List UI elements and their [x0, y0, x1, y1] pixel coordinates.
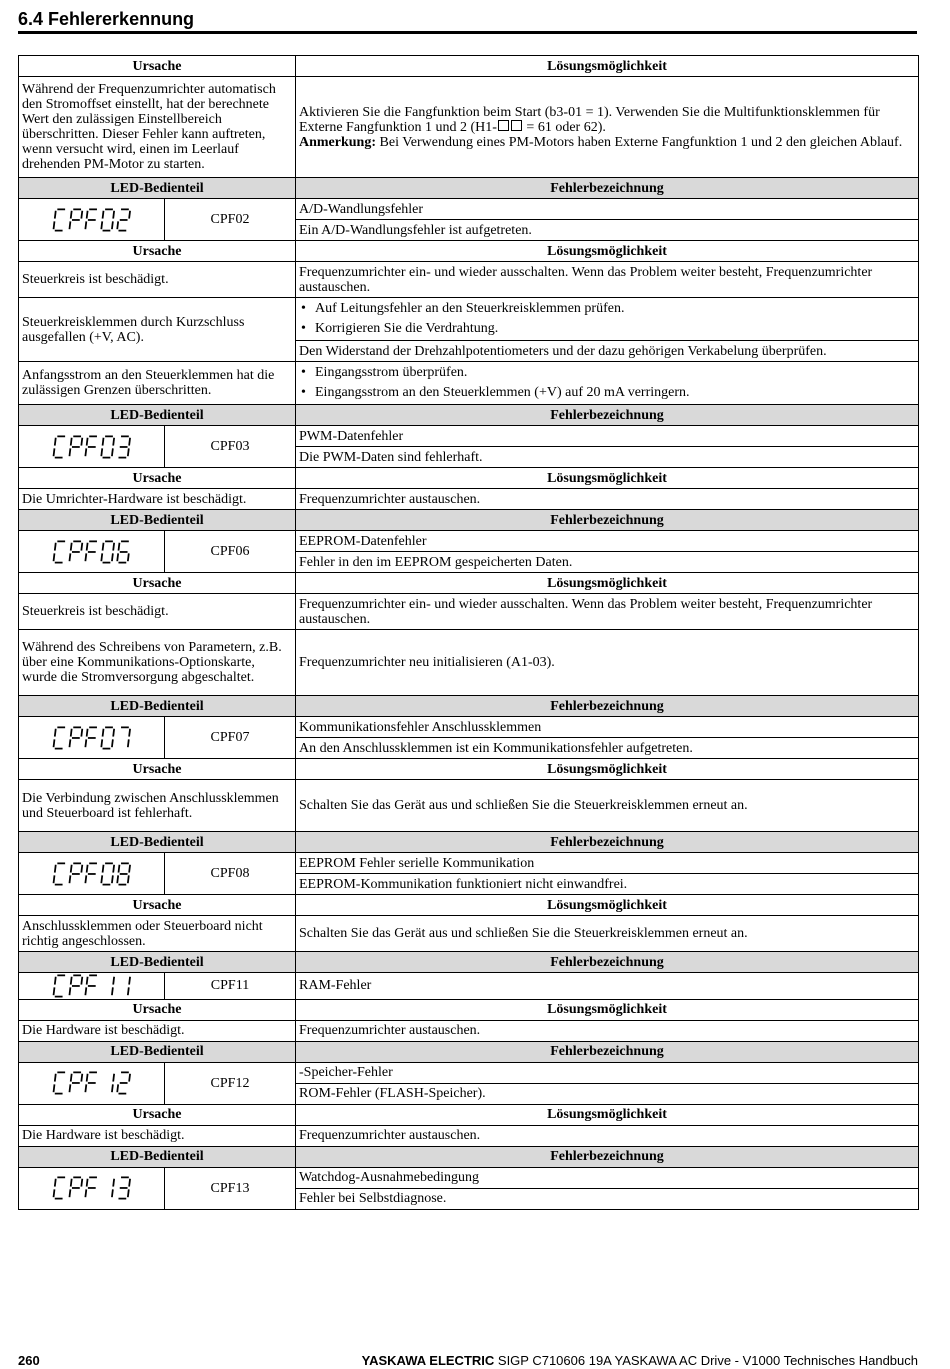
cause-header: Ursache [19, 1104, 296, 1125]
led-segment [81, 864, 82, 872]
led-segment [85, 739, 86, 747]
cause-cell: Die Hardware ist beschädigt. [19, 1020, 296, 1041]
cause-cell: Anschlussklemmen oder Steuerboard nicht richtig angeschlossen. [19, 916, 296, 952]
led-segment [101, 553, 102, 561]
page-footer [362, 1354, 918, 1368]
remedy-bullet: • Eingangsstrom überprüfen. [299, 363, 915, 383]
cause-header: Ursache [19, 573, 296, 594]
led-segment [69, 987, 70, 995]
led-segment [53, 739, 54, 747]
led-segment [113, 977, 114, 985]
led-segment [113, 728, 114, 736]
cause-cell: Die Verbindung zwischen Anschlussklemmen und Steuerboard ist fehlerhaft. [19, 780, 296, 832]
fault-name-row [19, 426, 919, 447]
fault-name: A/D-Wandlungsfehler [296, 199, 919, 220]
led-display-cell [19, 973, 165, 1000]
remedy-cell: Aktivieren Sie die Fangfunktion beim Start (b3-01 = 1). Verwenden Sie die Multifunktionsklemmen für Externe Fangfunktion 1 und 2 (H1- = 61 oder 62). Anmerkung: Bei Verwendung eines PM-Motors haben Externe Fangfunktion 1 und 2 den gleichen Ablauf. [296, 77, 919, 178]
led-segment [55, 210, 56, 218]
cause-cell: Die Hardware ist beschädigt. [19, 1125, 296, 1146]
fault-name-row [19, 1062, 919, 1083]
fault-description: Fehler bei Selbstdiagnose. [296, 1188, 919, 1209]
led-segment [85, 1085, 86, 1093]
led-segment [129, 1179, 130, 1187]
led-segment [117, 1085, 118, 1093]
led-segment [86, 977, 87, 985]
remedy-cell: Frequenzumrichter austauschen. [296, 1020, 919, 1041]
led-segment [129, 864, 130, 872]
fault-code: CPF13 [165, 1167, 296, 1209]
led-segment [128, 739, 129, 747]
led-segment [85, 448, 86, 456]
cause-header: Ursache [19, 241, 296, 262]
remedy-header: Lösungsmöglichkeit [296, 241, 919, 262]
led-segment [71, 542, 72, 550]
led-segment [85, 987, 86, 995]
led-segment [86, 210, 87, 218]
fault-description: Ein A/D-Wandlungsfehler ist aufgetreten. [296, 220, 919, 241]
fault-name-header: Fehlerbezeichnung [296, 952, 919, 973]
led-segment [112, 1085, 113, 1093]
cause-row [19, 1125, 919, 1146]
led-display-cpf06 [51, 539, 132, 565]
led-header-row [19, 1146, 919, 1167]
led-display-cpf03 [51, 434, 132, 460]
fault-name: Kommunikationsfehler Anschlussklemmen [296, 717, 919, 738]
led-segment [113, 542, 114, 550]
led-segment [112, 875, 113, 883]
remedy-header: Lösungsmöglichkeit [296, 573, 919, 594]
fault-description: Die PWM-Daten sind fehlerhaft. [296, 447, 919, 468]
cause-row [19, 630, 919, 696]
cause-header-row [19, 468, 919, 489]
led-segment [71, 864, 72, 872]
fault-name: EEPROM Fehler serielle Kommunikation [296, 853, 919, 874]
led-segment [69, 553, 70, 561]
led-display-cpf13 [51, 1175, 132, 1201]
led-segment [53, 221, 54, 229]
led-segment [71, 437, 72, 445]
led-segment [81, 542, 82, 550]
led-segment [53, 987, 54, 995]
led-segment [102, 542, 103, 550]
led-segment [86, 864, 87, 872]
led-segment [85, 221, 86, 229]
led-header: LED-Bedienteil [19, 1146, 296, 1167]
remedy-list [299, 299, 915, 339]
led-segment [128, 553, 129, 561]
remedy-header: Lösungsmöglichkeit [296, 468, 919, 489]
fault-name-header: Fehlerbezeichnung [296, 696, 919, 717]
led-header: LED-Bedienteil [19, 405, 296, 426]
cause-header: Ursache [19, 999, 296, 1020]
cause-cell: Steuerkreis ist beschädigt. [19, 262, 296, 298]
cause-cell: Anfangsstrom an den Steuerklemmen hat die zulässigen Grenzen überschritten. [19, 362, 296, 405]
led-segment [69, 875, 70, 883]
led-segment [101, 739, 102, 747]
cause-row [19, 298, 919, 341]
led-display-cell [19, 199, 165, 241]
fault-code: CPF07 [165, 717, 296, 759]
led-header-row [19, 178, 919, 199]
led-segment [85, 875, 86, 883]
led-segment [86, 1074, 87, 1082]
footer-brand: YASKAWA ELECTRIC [361, 1353, 495, 1368]
cause-cell: Steuerkreisklemmen durch Kurzschluss ausgefallen (+V, AC). [19, 298, 296, 362]
fault-name-row [19, 717, 919, 738]
led-display-cell [19, 426, 165, 468]
cause-row [19, 77, 919, 178]
led-segment [81, 1179, 82, 1187]
led-segment [112, 987, 113, 995]
cause-row [19, 594, 919, 630]
placeholder-box-icon [511, 120, 522, 131]
led-segment [69, 448, 70, 456]
led-segment [112, 448, 113, 456]
cause-header: Ursache [19, 468, 296, 489]
led-segment [81, 728, 82, 736]
led-header: LED-Bedienteil [19, 510, 296, 531]
led-display-cpf07 [51, 725, 132, 751]
led-display-cell [19, 717, 165, 759]
led-segment [102, 728, 103, 736]
remedy-list [299, 363, 915, 403]
led-header: LED-Bedienteil [19, 832, 296, 853]
fault-name-row [19, 531, 919, 552]
fault-name-row [19, 199, 919, 220]
led-segment [55, 1179, 56, 1187]
remedy-cell: Frequenzumrichter neu initialisieren (A1-03). [296, 630, 919, 696]
led-segment [53, 1190, 54, 1198]
led-segment [86, 542, 87, 550]
remedy-cell: Frequenzumrichter austauschen. [296, 489, 919, 510]
led-segment [102, 210, 103, 218]
led-segment [118, 542, 119, 550]
remedy-bullet: • Auf Leitungsfehler an den Steuerkreisklemmen prüfen. [299, 299, 915, 319]
remedy-bullet: • Eingangsstrom an den Steuerklemmen (+V) auf 20 mA verringern. [299, 383, 915, 403]
led-segment [128, 1190, 129, 1198]
led-segment [55, 728, 56, 736]
led-segment [101, 875, 102, 883]
led-segment [53, 875, 54, 883]
led-segment [71, 977, 72, 985]
led-segment [128, 987, 129, 995]
led-segment [71, 1179, 72, 1187]
remedy-cell: Frequenzumrichter ein- und wieder ausschalten. Wenn das Problem weiter besteht, Frequenzumrichter austauschen. [296, 262, 919, 298]
fault-description: An den Anschlussklemmen ist ein Kommunikationsfehler aufgetreten. [296, 738, 919, 759]
cause-header-row [19, 759, 919, 780]
page-number: 260 [18, 1353, 40, 1368]
fault-name-header: Fehlerbezeichnung [296, 832, 919, 853]
led-segment [53, 1085, 54, 1093]
led-display-cell [19, 1062, 165, 1104]
fault-name-header: Fehlerbezeichnung [296, 178, 919, 199]
fault-name: PWM-Datenfehler [296, 426, 919, 447]
led-segment [55, 864, 56, 872]
remedy-header: Lösungsmöglichkeit [296, 56, 919, 77]
remedy-header: Lösungsmöglichkeit [296, 895, 919, 916]
led-segment [117, 553, 118, 561]
cause-row [19, 1020, 919, 1041]
led-segment [102, 864, 103, 872]
led-segment [86, 437, 87, 445]
fault-name-header: Fehlerbezeichnung [296, 1041, 919, 1062]
remedy-bullet: • Korrigieren Sie die Verdrahtung. [299, 319, 915, 339]
remedy-cell: Frequenzumrichter austauschen. [296, 1125, 919, 1146]
cause-header-row [19, 573, 919, 594]
fault-code: CPF03 [165, 426, 296, 468]
led-header: LED-Bedienteil [19, 952, 296, 973]
led-segment [81, 977, 82, 985]
remedy-cell: Schalten Sie das Gerät aus und schließen Sie die Steuerkreisklemmen erneut an. [296, 780, 919, 832]
led-segment [112, 739, 113, 747]
remedy-cell [296, 362, 919, 405]
fault-name-header: Fehlerbezeichnung [296, 1146, 919, 1167]
led-segment [113, 437, 114, 445]
fault-description: EEPROM-Kommunikation funktioniert nicht einwandfrei. [296, 874, 919, 895]
fault-description: ROM-Fehler (FLASH-Speicher). [296, 1083, 919, 1104]
fault-code: CPF08 [165, 853, 296, 895]
fault-name: EEPROM-Datenfehler [296, 531, 919, 552]
led-segment [113, 864, 114, 872]
cause-cell: Während der Frequenzumrichter automatisch den Stromoffset einstellt, hat der berechnete Wert den zulässigen Einstellbereich überschritten. Dieser Fehler kann auftreten, wenn versucht wird, einen im Leerlauf drehenden PM-Motor zu starten. [19, 77, 296, 178]
note-text: Bei Verwendung eines PM-Motors haben Externe Fangfunktion 1 und 2 den gleichen Ablauf. [376, 134, 903, 150]
led-segment [129, 728, 130, 736]
led-segment [69, 1085, 70, 1093]
cause-row [19, 489, 919, 510]
led-display-cell [19, 1167, 165, 1209]
led-segment [69, 1190, 70, 1198]
remedy-header: Lösungsmöglichkeit [296, 999, 919, 1020]
remedy-cell: Frequenzumrichter ein- und wieder ausschalten. Wenn das Problem weiter besteht, Frequenzumrichter austauschen. [296, 594, 919, 630]
cause-cell: Während des Schreibens von Parametern, z.B. über eine Kommunikations-Optionskarte, wurde die Stromversorgung abgeschaltet. [19, 630, 296, 696]
remedy-cell: Den Widerstand der Drehzahlpotentiometers und der dazu gehörigen Verkabelung überprüfen. [296, 341, 919, 362]
led-segment [112, 1190, 113, 1198]
led-segment [113, 210, 114, 218]
led-segment [117, 875, 118, 883]
led-segment [102, 437, 103, 445]
led-segment [69, 739, 70, 747]
fault-name-row [19, 1167, 919, 1188]
led-header-row [19, 696, 919, 717]
led-segment [85, 1190, 86, 1198]
fault-code: CPF12 [165, 1062, 296, 1104]
led-display-cell [19, 853, 165, 895]
led-header: LED-Bedienteil [19, 696, 296, 717]
led-segment [129, 437, 130, 445]
led-segment [86, 728, 87, 736]
led-header-row [19, 952, 919, 973]
led-segment [53, 448, 54, 456]
led-display-cpf08 [51, 861, 132, 887]
led-header: LED-Bedienteil [19, 1041, 296, 1062]
led-segment [69, 221, 70, 229]
fault-description: Fehler in den im EEPROM gespeicherten Daten. [296, 552, 919, 573]
fault-table [18, 55, 919, 1210]
led-segment [86, 1179, 87, 1187]
cause-header-row [19, 1104, 919, 1125]
cause-row [19, 916, 919, 952]
led-segment [113, 1074, 114, 1082]
cause-header: Ursache [19, 895, 296, 916]
led-header-row [19, 510, 919, 531]
led-header: LED-Bedienteil [19, 178, 296, 199]
led-segment [112, 553, 113, 561]
led-segment [55, 542, 56, 550]
cause-header-row [19, 999, 919, 1020]
fault-code: CPF06 [165, 531, 296, 573]
fault-name: RAM-Fehler [296, 973, 919, 1000]
led-segment [128, 875, 129, 883]
led-segment [71, 210, 72, 218]
note-label: Anmerkung: [299, 134, 377, 150]
led-display-cpf11 [51, 973, 132, 999]
fault-name: Watchdog-Ausnahmebedingung [296, 1167, 919, 1188]
led-segment [55, 977, 56, 985]
led-display-cell [19, 531, 165, 573]
led-segment [85, 553, 86, 561]
led-header-row [19, 1041, 919, 1062]
led-segment [53, 553, 54, 561]
cause-header: Ursache [19, 759, 296, 780]
footer-text: SIGP C710606 19A YASKAWA AC Drive - V1000 Technisches Handbuch [494, 1353, 918, 1368]
led-segment [118, 864, 119, 872]
led-segment [101, 221, 102, 229]
led-segment [55, 437, 56, 445]
led-segment [129, 977, 130, 985]
cause-header-row [19, 56, 919, 77]
section-title: 6.4 Fehlererkennung [18, 8, 917, 34]
placeholder-box-icon [498, 120, 509, 131]
led-segment [112, 221, 113, 229]
led-segment [81, 437, 82, 445]
led-segment [81, 1074, 82, 1082]
fault-name: -Speicher-Fehler [296, 1062, 919, 1083]
fault-code: CPF02 [165, 199, 296, 241]
led-segment [71, 728, 72, 736]
cause-header-row [19, 241, 919, 262]
led-segment [129, 210, 130, 218]
remedy-cell [296, 298, 919, 341]
cause-row [19, 262, 919, 298]
fault-name-row [19, 973, 919, 1000]
cause-cell: Die Umrichter-Hardware ist beschädigt. [19, 489, 296, 510]
led-segment [113, 1179, 114, 1187]
remedy-header: Lösungsmöglichkeit [296, 1104, 919, 1125]
fault-name-header: Fehlerbezeichnung [296, 510, 919, 531]
cause-row [19, 362, 919, 405]
led-header-row [19, 405, 919, 426]
cause-header-row [19, 895, 919, 916]
led-segment [101, 448, 102, 456]
led-segment [117, 221, 118, 229]
led-display-cpf02 [51, 207, 132, 233]
led-segment [128, 448, 129, 456]
cause-cell: Steuerkreis ist beschädigt. [19, 594, 296, 630]
led-segment [129, 1074, 130, 1082]
fault-code: CPF11 [165, 973, 296, 1000]
remedy-cell: Schalten Sie das Gerät aus und schließen Sie die Steuerkreisklemmen erneut an. [296, 916, 919, 952]
led-segment [71, 1074, 72, 1082]
cause-header: Ursache [19, 56, 296, 77]
remedy-header: Lösungsmöglichkeit [296, 759, 919, 780]
fault-name-header: Fehlerbezeichnung [296, 405, 919, 426]
led-display-cpf12 [51, 1070, 132, 1096]
fault-name-row [19, 853, 919, 874]
cause-row [19, 780, 919, 832]
led-segment [55, 1074, 56, 1082]
led-segment [81, 210, 82, 218]
led-header-row [19, 832, 919, 853]
